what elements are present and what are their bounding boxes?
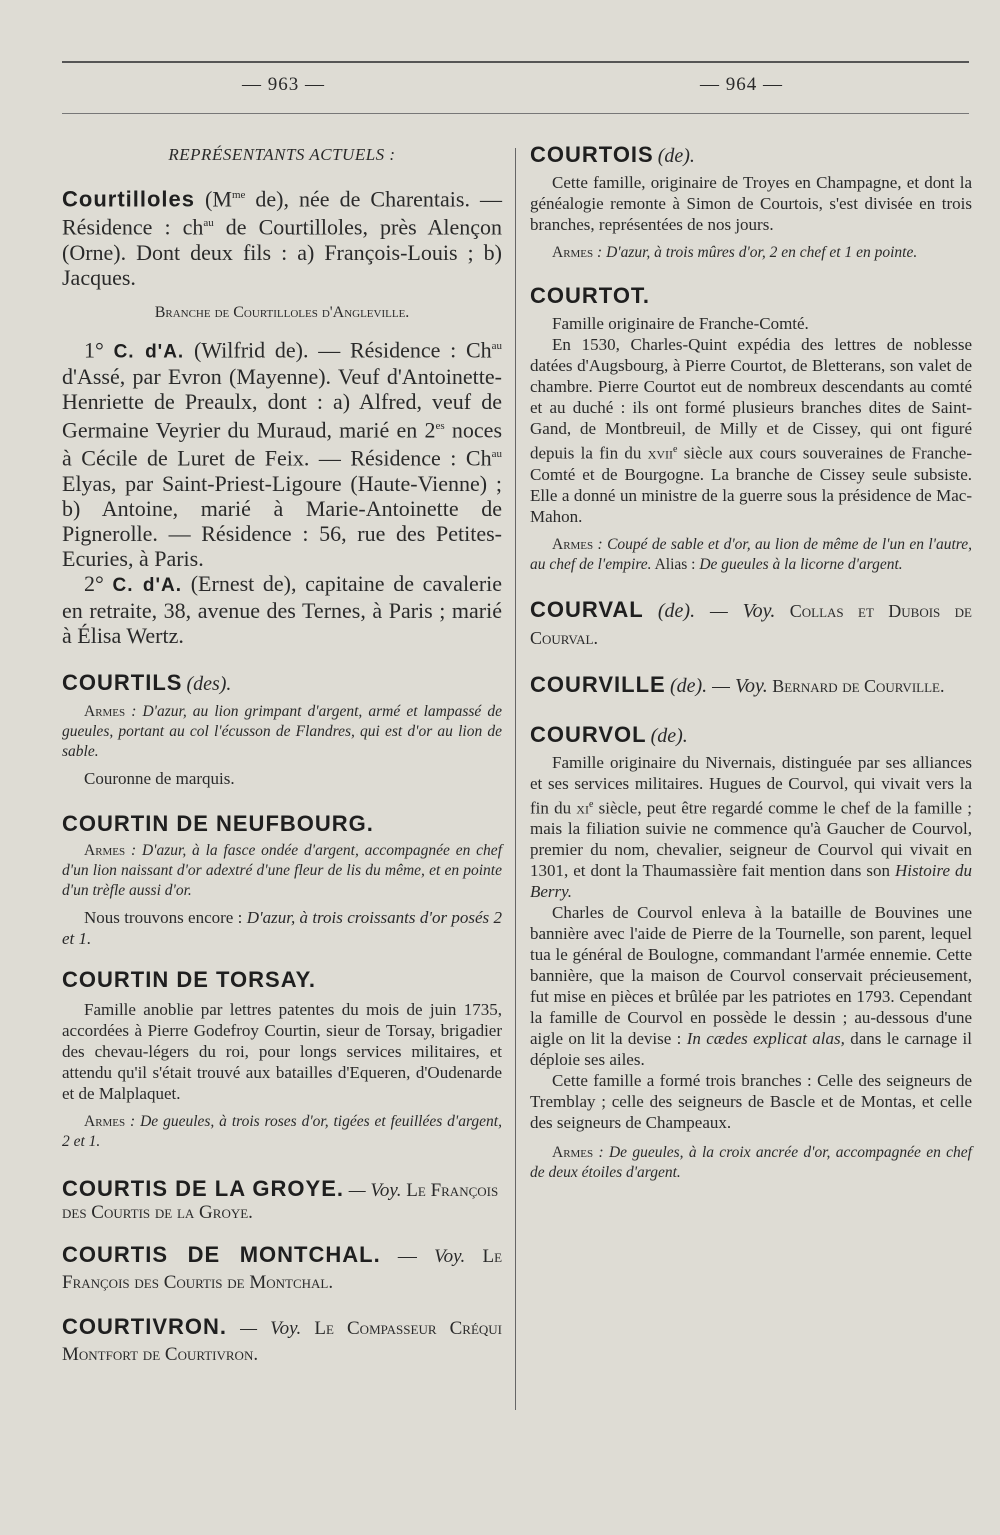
courtilloles-entry: Courtilloles ($M^{me}$ de), née de Charentais. — Résidence : $ch^{au}$ de Courtilloles, près Alençon (Orne). Dont deux fils : a) François-Louis ; b) Jacques. [62, 186, 502, 290]
torsay-armes: Armes : De gueules, à trois roses d'or, tigées et feuillées d'argent, 2 et 1. [62, 1112, 502, 1150]
courtot-heading: COURTOT. [530, 283, 651, 308]
entry-ernest: 2° C. d'A. (Ernest de), capitaine de cavalerie en retraite, 38, avenue des Ternes, à Paris ; marié à Élisa Wertz. [62, 570, 503, 648]
right-page-number: — 964 — [700, 74, 783, 95]
branche-heading: Branche de Courtilloles d'Angleville. [154, 303, 410, 321]
entry-wilfrid: 1° C. d'A. (Wilfrid de). — Résidence : $Ch^{au}$ d'Assé, par Evron (Mayenne). Veuf d'Antoinette-Henriette de Preaulx, dont : a) Alfred, veuf de Germaine Veyrier du Muraud, marié en $2^{es}$ noces à Cécile de Luret de Feix. — Résidence : $Ch^{au}$ Elyas, par Saint-Priest-Ligoure (Haute-Vienne) ; b) Antoine, marié à Marie-Antoinette de Pignerolle. — Résidence : 56, rue des Petites-Ecuries, à Paris. [62, 336, 503, 571]
column-divider [515, 148, 516, 1410]
courtot-armes: Armes : Coupé de sable et d'or, au lion de même de l'un en l'autre, au chef de l'empire. Alias : De gueules à la licorne d'argent. [530, 535, 972, 573]
montchal-entry: COURTIS DE MONTCHAL. — Voy. Le François des Courtis de Montchal. [62, 1241, 503, 1293]
courtils-heading: COURTILS (des). [62, 669, 232, 695]
courvol-p2: Charles de Courvol enleva à la bataille de Bouvines une bannière avec l'aide de Pierre de la Tournelle, son parent, lequel tua le général de Boulogne, commandant l'armée ennemie. Cette bannière, que la maison de Courvol conservait précieusement, fut mise en pièces et brûlée par les patriotes en 1793. Cependant la famille de Courvol en possède le dessin ; au-dessous d'une aigle on lit la devise : In cædes explicat alas, dans le carnage il déploie ses ailes. [530, 903, 973, 1070]
courtivron-entry: COURTIVRON. — Voy. Le Compasseur Créqui Montfort de Courtivron. [62, 1313, 503, 1365]
courtot-p2: En 1530, Charles-Quint expédia des lettres de noblesse datées d'Augsbourg, à Pierre Courtot, de Bletterans, son valet de chambre. Pierre Courtot eut de nombreux descendants au comté et au duché : ils ont formé plusieurs branches dites de Saint-Gand, de Montbreuil, de Milly et de Cissey, qui ont figuré depuis la fin du xvii$^e$ siècle aux cours souveraines de Franche-Comté et de Bourgogne. La branche de Cissey seule subsiste. Elle a donné un ministre de la guerre sous la présidence de Mac-Mahon. [530, 335, 972, 526]
neufbourg-extra: Nous trouvons encore : D'azur, à trois croissants d'or posés 2 et 1. [62, 907, 502, 948]
courtot-p1: Famille originaire de Franche-Comté. [552, 314, 809, 333]
courville-entry: COURVILLE (de). — Voy. Bernard de Courville. [530, 671, 945, 697]
courvol-p1: Famille originaire du Nivernais, distinguée par ses alliances et ses services militaires. Hugues de Courvol, qui vivait vers la fin du $xi^e$ siècle, peut être regardé comme le chef de la famille ; mais la filiation suivie ne commence qu'à Gaucher de Courvol, premier du nom, chevalier, seigneur de Courvol qui vivait en 1301, et dont la Thaumassière fait mention dans son Histoire du Berry. [530, 752, 973, 902]
courtilloles-name: Courtilloles [62, 186, 196, 212]
section-title: REPRÉSENTANTS ACTUELS : [168, 145, 396, 164]
courtois-heading: COURTOIS (de). [530, 142, 695, 167]
courvol-heading: COURVOL (de). [530, 721, 688, 747]
right-column [530, 140, 972, 1183]
courtils-couronne: Couronne de marquis. [84, 768, 235, 788]
neufbourg-heading: COURTIN DE NEUFBOURG. [62, 810, 374, 836]
torsay-text: Famille anoblie par lettres patentes du mois de juin 1735, accordées à Pierre Godefroy Courtin, sieur de Torsay, brigadier des chevau-légers du roi, pour longs services militaires, et attendu qu'il s'était trouvé aux batailles d'Equeren, d'Oudenarde et de Malplaquet. [62, 999, 502, 1103]
courtois-armes: Armes : D'azur, à trois mûres d'or, 2 en chef et 1 en pointe. [552, 244, 918, 261]
courtils-armes: Armes : D'azur, au lion grimpant d'argent, armé et lampassé de gueules, portant au col l'écusson de Flandres, qui est d'or au lion de sable. [62, 702, 502, 760]
courvol-armes: Armes : De gueules, à la croix ancrée d'or, accompagnée en chef de deux étoiles d'argent. [530, 1144, 972, 1182]
left-column [62, 140, 502, 1368]
neufbourg-armes: Armes : D'azur, à la fasce ondée d'argent, accompagnée en chef d'un lion naissant d'or adextré d'une fleur de lis du même, et en pointe d'un trèfle aussi d'or. [62, 841, 502, 899]
courvol-p3: Cette famille a formé trois branches : Celle des seigneurs de Tremblay ; celle des seigneurs de Bascle et de Montas, et celle des seigneurs de Champeaux. [530, 1071, 972, 1133]
courval-entry: COURVAL (de). — Voy. Collas et Dubois de Courval. [530, 596, 972, 648]
header-rule [62, 113, 969, 114]
top-rule [62, 61, 969, 63]
courtois-text: Cette famille, originaire de Troyes en Champagne, et dont la généalogie remonte à Simon de Courtois, s'est divisée en trois branches, représentées de nos jours. [530, 173, 972, 234]
left-page-number: — 963 — [242, 74, 325, 95]
groye-entry: COURTIS DE LA GROYE. — Voy. Le François des Courtis de la Groye. [62, 1175, 499, 1223]
torsay-heading: COURTIN DE TORSAY. [62, 966, 316, 992]
